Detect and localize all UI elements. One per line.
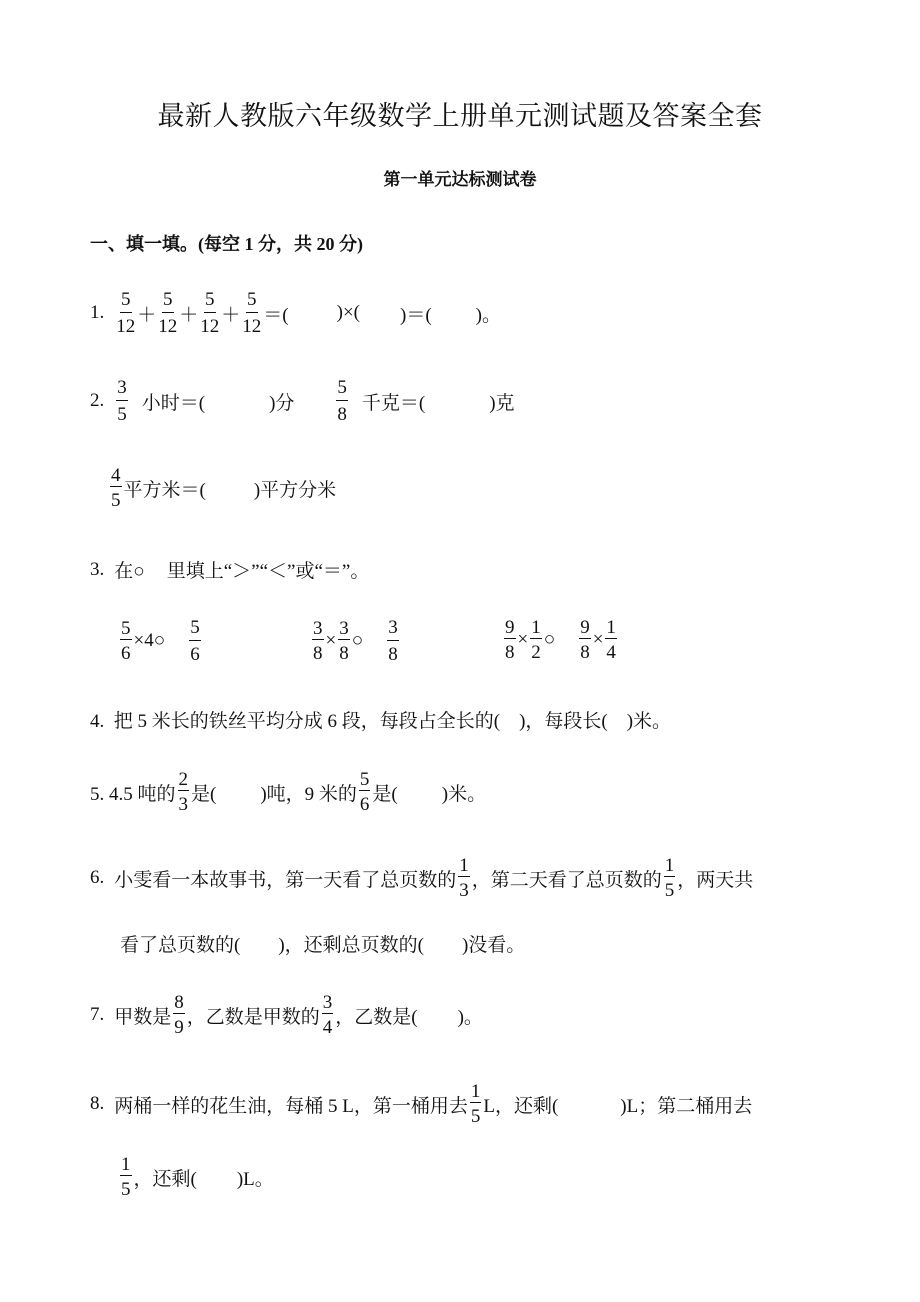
compare-circle[interactable]: ○ bbox=[351, 630, 364, 651]
section-heading: 一、填一填。(每空 1 分，共 20 分) bbox=[90, 234, 363, 254]
fraction: $\frac{4}{5}$ bbox=[111, 465, 121, 511]
question-8-line2: $\frac{1}{5}$ ，还剩( )L。 bbox=[121, 1154, 274, 1200]
fraction: $\frac{3}{8}$ bbox=[388, 617, 398, 665]
fraction: $\frac{1}{5}$ bbox=[664, 855, 675, 901]
fraction: $\frac{5}{6}$ bbox=[121, 618, 131, 664]
fraction: $\frac{8}{9}$ bbox=[174, 992, 184, 1038]
question-5: 5. 4.5 吨的 $\frac{2}{3}$ 是( )吨，9 米的 $\frac{5}{6}$ 是( )米。 bbox=[90, 769, 487, 815]
fraction: $\frac{1}{3}$ bbox=[459, 855, 469, 901]
question-number: 2. bbox=[90, 390, 105, 411]
question-6-line2: 看了总页数的( )，还剩总页数的( )没看。 bbox=[120, 935, 526, 956]
fraction: $\frac{5}{6}$ bbox=[190, 617, 200, 665]
fraction: $\frac{5}{12}$ bbox=[200, 289, 220, 337]
fraction: $\frac{5}{12}$ bbox=[158, 289, 178, 337]
document-title: 最新人教版六年级数学上册单元测试题及答案全套 bbox=[157, 101, 763, 132]
question-6: 6. 小雯看一本故事书，第一天看了总页数的 $\frac{1}{3}$ ，第二天看了总页数的 $\frac{1}{5}$ ，两天共 bbox=[90, 855, 754, 901]
fraction: $\frac{1}{5}$ bbox=[121, 1154, 131, 1200]
question-3: 3. 在○ 里填上“＞”“＜”或“＝”。 bbox=[90, 558, 370, 582]
fraction: $\frac{1}{2}$ bbox=[531, 617, 541, 663]
compare-item-1 bbox=[118, 618, 203, 664]
question-2-part3: $\frac{4}{5}$ 平方米＝( )平方分米 bbox=[111, 465, 337, 511]
fraction: $\frac{5}{8}$ bbox=[337, 377, 347, 425]
compare-circle[interactable]: ○ bbox=[543, 629, 556, 650]
unit-subtitle: 第一单元达标测试卷 bbox=[383, 170, 537, 190]
fraction: $\frac{5}{12}$ bbox=[116, 289, 136, 337]
fraction: $\frac{3}{8}$ bbox=[339, 618, 349, 664]
compare-item-3: $\frac{9}{8}$ × $\frac{1}{2}$ ○ $\frac{9}{8}$ × $\frac{1}{4}$ bbox=[505, 617, 616, 663]
fraction: $\frac{3}{5}$ bbox=[117, 377, 127, 425]
question-number: 1. bbox=[90, 302, 105, 323]
fraction: $\frac{1}{5}$ bbox=[470, 1081, 481, 1127]
fraction: $\frac{9}{8}$ bbox=[580, 617, 590, 663]
question-2: 2. $\frac{3}{5}$ 小时＝( )分 $\frac{5}{8}$ 千克＝( )克 bbox=[90, 377, 515, 425]
fraction: $\frac{5}{12}$ bbox=[242, 289, 262, 337]
question-7: 7. 甲数是 $\frac{8}{9}$ ，乙数是甲数的 $\frac{3}{4}$ ，乙数是( )。 bbox=[90, 992, 483, 1038]
compare-item-2: $\frac{3}{8}$ × $\frac{3}{8}$ ○ $\frac{3}{8}$ bbox=[313, 617, 398, 665]
question-number: 3. bbox=[90, 558, 105, 580]
fraction: $\frac{9}{8}$ bbox=[505, 617, 515, 663]
fraction: $\frac{5}{6}$ bbox=[359, 769, 370, 815]
question-1: 1. $\frac{5}{12}$ ＋ $\frac{5}{12}$ ＋ $\frac{5}{12}$ ＋ $\frac{5}{12}$ ＝( )×( )＝( )。 bbox=[90, 289, 501, 337]
fraction: $\frac{3}{8}$ bbox=[313, 618, 323, 664]
fraction: $\frac{1}{4}$ bbox=[606, 617, 616, 663]
fraction: $\frac{3}{4}$ bbox=[322, 992, 333, 1038]
compare-circle[interactable]: ×4○ bbox=[133, 630, 166, 651]
fraction: $\frac{2}{3}$ bbox=[178, 769, 189, 815]
question-4: 4. 把 5 米长的铁丝平均分成 6 段，每段占全长的( )，每段长( )米。 bbox=[90, 711, 672, 732]
question-8: 8. 两桶一样的花生油，每桶 5 L，第一桶用去 $\frac{1}{5}$ L，还剩( )L；第二桶用去 bbox=[90, 1081, 753, 1127]
